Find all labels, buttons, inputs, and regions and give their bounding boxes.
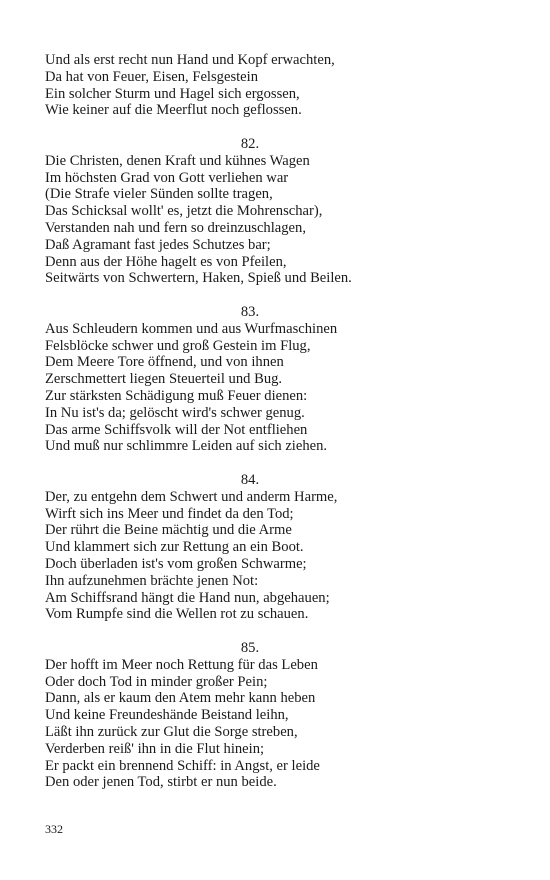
stanza-number: 85.: [240, 640, 260, 656]
verse-line: Seitwärts von Schwertern, Haken, Spieß und Beilen.: [45, 270, 352, 287]
verse-line: Wie keiner auf die Meerflut noch geflossen.: [45, 102, 302, 119]
verse-line: Aus Schleudern kommen und aus Wurfmaschinen: [45, 320, 338, 337]
verse-line: Im höchsten Grad von Gott verliehen war: [45, 169, 289, 186]
verse-line: Oder doch Tod in minder großer Pein;: [45, 673, 268, 690]
verse-line: Das arme Schiffsvolk will der Not entfliehen: [45, 421, 308, 438]
stanza-continuation: [45, 52, 375, 119]
stanza-number: 82.: [240, 136, 260, 152]
verse-line: Zerschmettert liegen Steuerteil und Bug.: [45, 371, 283, 388]
stanza-82: [45, 136, 375, 287]
verse-line: Und als erst recht nun Hand und Kopf erwachten,: [45, 52, 335, 68]
verse-line: Zur stärksten Schädigung muß Feuer dienen:: [45, 387, 308, 404]
page-number: 332: [45, 822, 63, 836]
verse-line: Und muß nur schlimmre Leiden auf sich ziehen.: [45, 438, 328, 455]
verse-line: In Nu ist's da; gelöscht wird's schwer genug.: [45, 404, 305, 421]
verse-line: (Die Strafe vieler Sünden sollte tragen,: [45, 186, 273, 203]
verse-line: Verstanden nah und fern so dreinzuschlagen,: [45, 219, 306, 236]
verse-line: Daß Agramant fast jedes Schutzes bar;: [45, 236, 271, 253]
verse-line: Verderben reiß' ihn in die Flut hinein;: [45, 740, 265, 757]
verse-line: Da hat von Feuer, Eisen, Felsgestein: [45, 68, 259, 85]
verse-line: Er packt ein brennend Schiff: in Angst, er leide: [45, 757, 320, 774]
stanza-number: 83.: [240, 304, 260, 320]
verse-line: Wirft sich ins Meer und findet da den Tod;: [45, 505, 294, 522]
stanza-84: [45, 472, 375, 623]
verse-line: Das Schicksal wollt' es, jetzt die Mohrenschar),: [45, 203, 323, 220]
verse-line: Doch überladen ist's vom großen Schwarme;: [45, 555, 307, 572]
verse-line: Der rührt die Beine mächtig und die Arme: [45, 522, 292, 539]
verse-line: Der, zu entgehn dem Schwert und anderm Harme,: [45, 488, 338, 505]
stanza-number: 84.: [240, 472, 260, 488]
verse-line: Dem Meere Tore öffnend, und von ihnen: [45, 354, 284, 371]
verse-line: Die Christen, denen Kraft und kühnes Wagen: [45, 152, 310, 169]
verse-line: Ihn aufzunehmen brächte jenen Not:: [45, 572, 259, 589]
verse-line: Den oder jenen Tod, stirbt er nun beide.: [45, 774, 277, 791]
verse-line: Am Schiffsrand hängt die Hand nun, abgehauen;: [45, 589, 330, 606]
verse-line: Läßt ihn zurück zur Glut die Sorge streben,: [45, 723, 298, 740]
stanza-83: [45, 304, 375, 455]
verse-line: Denn aus der Höhe hagelt es von Pfeilen,: [45, 253, 287, 270]
verse-line: Dann, als er kaum den Atem mehr kann heben: [45, 690, 316, 707]
verse-line: Der hofft im Meer noch Rettung für das Leben: [45, 656, 318, 673]
verse-line: Und klammert sich zur Rettung an ein Boot.: [45, 539, 304, 556]
verse-line: Ein solcher Sturm und Hagel sich ergossen,: [45, 85, 300, 102]
verse-line: Und keine Freundeshände Beistand leihn,: [45, 707, 289, 724]
stanza-85: [45, 640, 375, 791]
verse-line: Felsblöcke schwer und groß Gestein im Flug,: [45, 337, 311, 354]
verse-line: Vom Rumpfe sind die Wellen rot zu schauen.: [45, 606, 309, 623]
